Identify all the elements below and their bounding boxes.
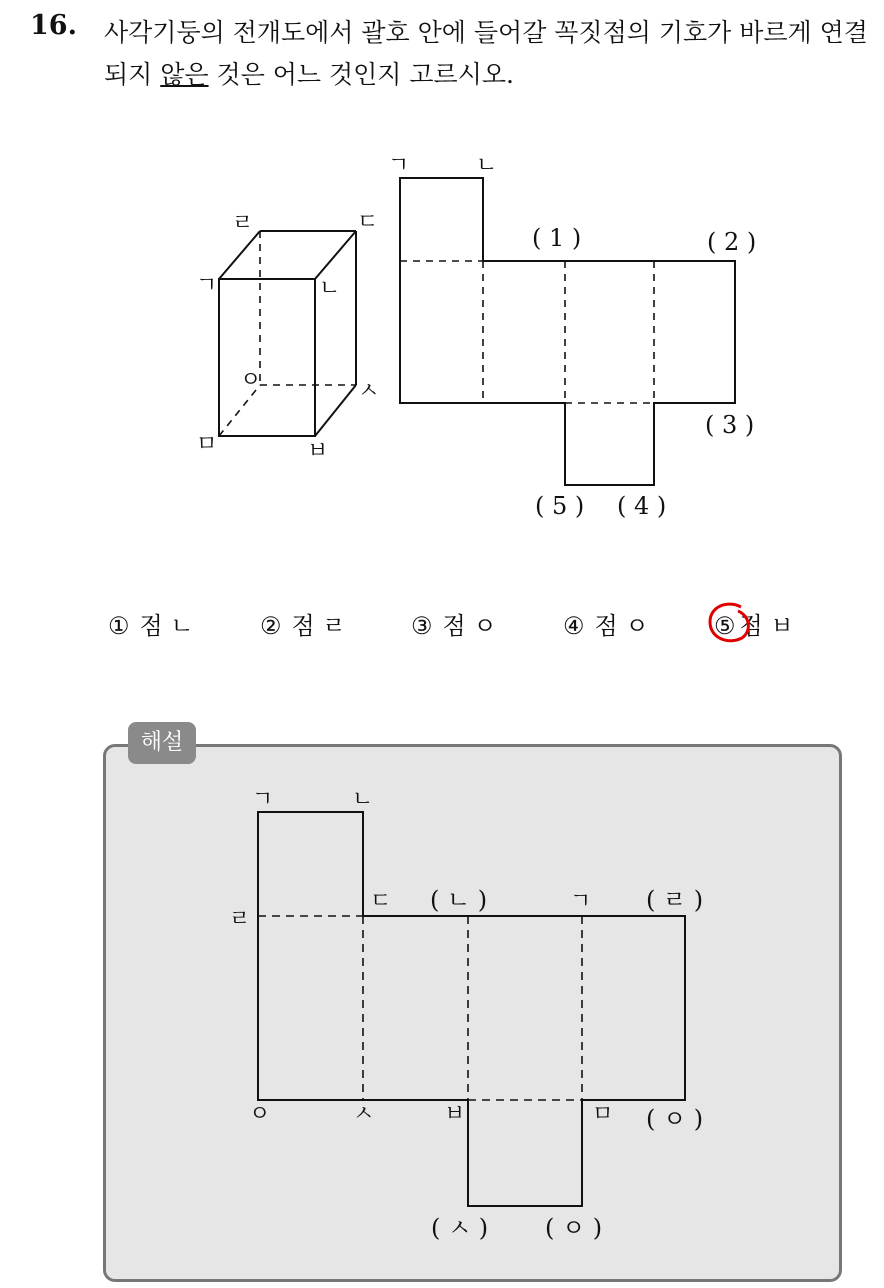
net-blank-2: ( 2 ): [707, 228, 757, 256]
choice-text: 점 ㄹ: [291, 612, 346, 640]
choice-text: 점 ㅂ: [739, 612, 794, 640]
exp-label-m: ㅁ: [592, 1102, 614, 1127]
choice-number: ②: [260, 612, 282, 640]
exp-label-o: ㅇ: [249, 1102, 271, 1127]
exp-label-g: ㄱ: [252, 787, 274, 812]
net-label-n: ㄴ: [476, 153, 498, 178]
prism-label-g: ㄱ: [196, 273, 218, 298]
net-blank-1: ( 1 ): [532, 224, 582, 252]
exp-label-g2: ㄱ: [570, 889, 592, 914]
exp-label-paren-r: ( ㄹ ): [646, 886, 704, 914]
choice-text: 점 ㅇ: [594, 612, 649, 640]
prism-label-b: ㅂ: [307, 439, 329, 464]
prism-label-r: ㄹ: [232, 211, 254, 236]
net-blank-5: ( 5 ): [535, 492, 585, 520]
exp-label-b: ㅂ: [444, 1102, 466, 1127]
exp-label-paren-o2: ( ㅇ ): [545, 1214, 603, 1242]
choice-number: ③: [411, 612, 433, 640]
question-number: 16.: [30, 10, 77, 41]
exp-label-paren-o: ( ㅇ ): [646, 1105, 704, 1133]
choice-number: ①: [108, 612, 130, 640]
explanation-net: [258, 812, 685, 1206]
explanation-tag: 해설: [128, 722, 196, 764]
net-label-g: ㄱ: [388, 153, 410, 178]
exp-label-s: ㅅ: [353, 1102, 375, 1127]
prism-label-n: ㄴ: [319, 276, 341, 301]
exp-label-r: ㄹ: [229, 907, 251, 932]
exp-label-paren-n: ( ㄴ ): [430, 886, 488, 914]
question-text-part2: 것은 어느 것인지 고르시오.: [208, 60, 514, 89]
prism-label-m: ㅁ: [196, 432, 218, 457]
prism-label-d: ㄷ: [357, 210, 379, 235]
question-text-part1: 사각기둥의 전개도에서 괄호 안에 들어갈 꼭짓점의 기호가 바르게 연결되지: [104, 18, 868, 89]
exp-label-d: ㄷ: [370, 889, 392, 914]
exp-label-n: ㄴ: [352, 787, 374, 812]
net-blank-4: ( 4 ): [617, 492, 667, 520]
choice-number: ⑤: [714, 612, 736, 640]
choice-number: ④: [563, 612, 585, 640]
prism-label-o: ㅇ: [240, 368, 262, 393]
question-underlined-word: 않은: [160, 60, 209, 89]
choice-text: 점 ㅇ: [442, 612, 497, 640]
explanation-net-outline: [258, 812, 685, 1206]
exp-label-paren-s: ( ㅅ ): [431, 1214, 489, 1242]
choice-text: 점 ㄴ: [139, 612, 194, 640]
net-blank-3: ( 3 ): [705, 411, 755, 439]
prism-label-s: ㅅ: [358, 379, 380, 404]
